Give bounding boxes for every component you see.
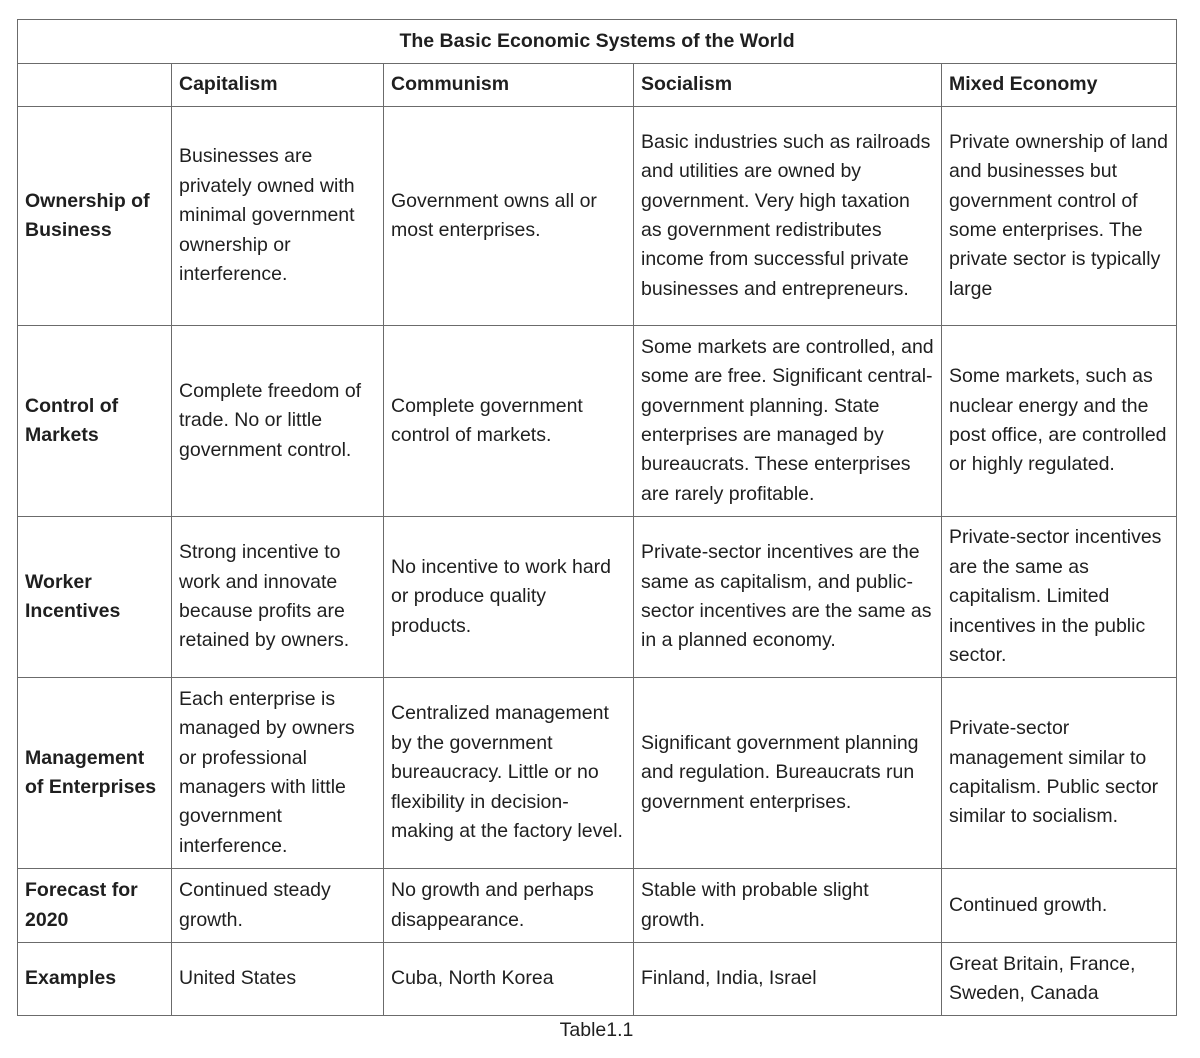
- table-cell: Government owns all or most enterprises.: [384, 107, 634, 326]
- column-header-capitalism: Capitalism: [172, 64, 384, 107]
- economic-systems-sheet: [17, 19, 1176, 1016]
- table-title: The Basic Economic Systems of the World: [18, 20, 1177, 64]
- table-cell: United States: [172, 943, 384, 1016]
- row-header-management: Management of Enterprises: [18, 678, 172, 869]
- table-cell: Some markets are controlled, and some are free. Significant central-government planning. State enterprises are managed by bureaucrats. These enterprises are rarely profitable.: [634, 326, 942, 517]
- table-row: [18, 678, 1177, 869]
- table-cell: Businesses are privately owned with minimal government ownership or interference.: [172, 107, 384, 326]
- table-cell: Some markets, such as nuclear energy and the post office, are controlled or highly regulated.: [942, 326, 1177, 517]
- row-header-worker-incentives: Worker Incentives: [18, 517, 172, 678]
- table-cell: Continued steady growth.: [172, 869, 384, 943]
- table-row: [18, 517, 1177, 678]
- row-header-ownership: Ownership of Business: [18, 107, 172, 326]
- column-header-socialism: Socialism: [634, 64, 942, 107]
- table-cell: Complete government control of markets.: [384, 326, 634, 517]
- table-cell: Stable with probable slight growth.: [634, 869, 942, 943]
- column-header-row: [18, 64, 1177, 107]
- table-row: [18, 943, 1177, 1016]
- table-cell: No growth and perhaps disappearance.: [384, 869, 634, 943]
- table-cell: Strong incentive to work and innovate because profits are retained by owners.: [172, 517, 384, 678]
- table-cell: Continued growth.: [942, 869, 1177, 943]
- table-row: [18, 326, 1177, 517]
- table-caption: Table1.1: [559, 1019, 634, 1041]
- table-cell: Finland, India, Israel: [634, 943, 942, 1016]
- economic-systems-table: [17, 19, 1177, 1016]
- row-header-examples: Examples: [18, 943, 172, 1016]
- table-cell: Private-sector incentives are the same as capitalism, and public-sector incentives are the same as in a planned economy.: [634, 517, 942, 678]
- table-row: [18, 869, 1177, 943]
- table-cell: Each enterprise is managed by owners or professional managers with little government interference.: [172, 678, 384, 869]
- table-cell: Great Britain, France, Sweden, Canada: [942, 943, 1177, 1016]
- table-cell: Private ownership of land and businesses but government control of some enterprises. The private sector is typically large: [942, 107, 1177, 326]
- table-cell: Cuba, North Korea: [384, 943, 634, 1016]
- table-row: [18, 107, 1177, 326]
- table-cell: Centralized management by the government bureaucracy. Little or no flexibility in decision-making at the factory level.: [384, 678, 634, 869]
- table-cell: Basic industries such as railroads and utilities are owned by government. Very high taxation as government redistributes income from successful private businesses and entrepreneurs.: [634, 107, 942, 326]
- table-cell: Private-sector incentives are the same as capitalism. Limited incentives in the public sector.: [942, 517, 1177, 678]
- table-title-row: [18, 20, 1177, 64]
- table-cell: Complete freedom of trade. No or little government control.: [172, 326, 384, 517]
- table-cell: Private-sector management similar to capitalism. Public sector similar to socialism.: [942, 678, 1177, 869]
- column-header-mixed-economy: Mixed Economy: [942, 64, 1177, 107]
- row-header-forecast: Forecast for 2020: [18, 869, 172, 943]
- row-header-control-of-markets: Control of Markets: [18, 326, 172, 517]
- corner-header: [18, 64, 172, 107]
- table-cell: No incentive to work hard or produce quality products.: [384, 517, 634, 678]
- column-header-communism: Communism: [384, 64, 634, 107]
- table-cell: Significant government planning and regulation. Bureaucrats run government enterprises.: [634, 678, 942, 869]
